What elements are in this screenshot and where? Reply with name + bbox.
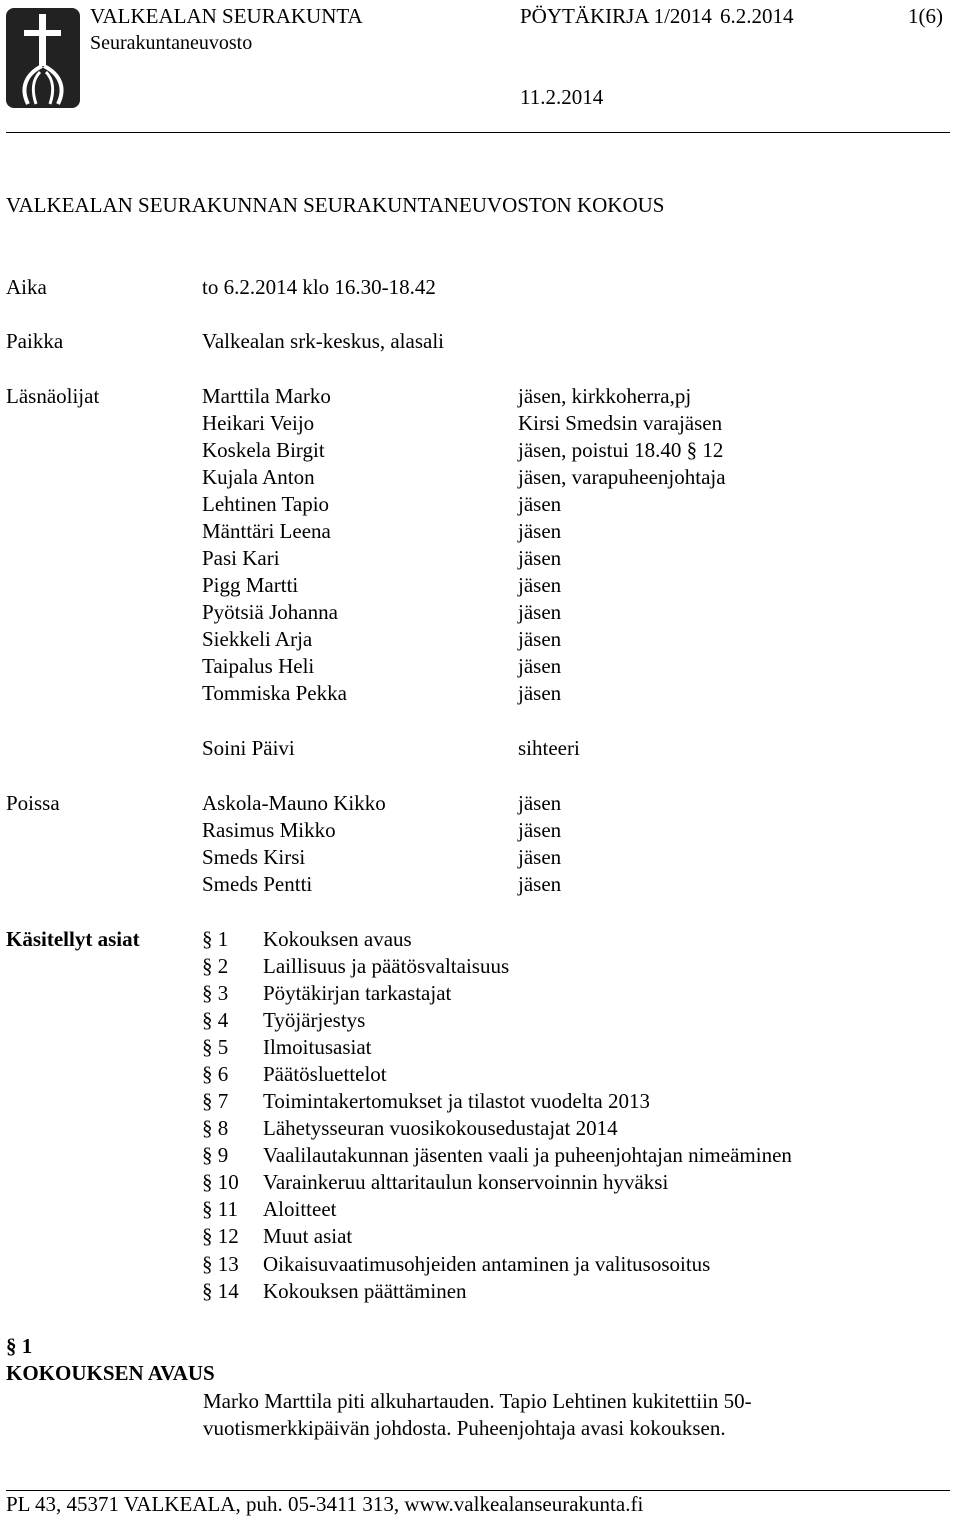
header-divider bbox=[6, 132, 950, 133]
agenda-title: Oikaisuvaatimusohjeiden antaminen ja valitusosoitus bbox=[263, 1252, 711, 1276]
header-doc-date: 6.2.2014 bbox=[720, 4, 794, 28]
member-role: jäsen bbox=[518, 573, 562, 597]
footer-address: PL 43, 45371 VALKEALA, puh. 05-3411 313, www.valkealanseurakunta.fi bbox=[6, 1492, 644, 1516]
member-role: jäsen bbox=[518, 492, 562, 516]
agenda-par: § 14 bbox=[202, 1279, 239, 1303]
member-role: jäsen bbox=[518, 546, 562, 570]
absent-role: jäsen bbox=[518, 818, 562, 842]
member-name: Kujala Anton bbox=[202, 465, 315, 489]
member-role: jäsen, poistui 18.40 § 12 bbox=[518, 438, 724, 462]
member-role: jäsen, kirkkoherra,pj bbox=[518, 384, 692, 408]
agenda-par: § 6 bbox=[202, 1062, 229, 1086]
lasnaolijat-label: Läsnäolijat bbox=[6, 384, 100, 408]
agenda-par: § 10 bbox=[202, 1170, 239, 1194]
absent-name: Smeds Kirsi bbox=[202, 845, 306, 869]
agenda-par: § 9 bbox=[202, 1143, 229, 1167]
member-name: Heikari Veijo bbox=[202, 411, 315, 435]
member-name: Taipalus Heli bbox=[202, 654, 315, 678]
agenda-par: § 8 bbox=[202, 1116, 229, 1140]
header-page: 1(6) bbox=[908, 4, 943, 28]
secretary-name: Soini Päivi bbox=[202, 736, 295, 760]
agenda-title: Kokouksen avaus bbox=[263, 927, 412, 951]
member-name: Pigg Martti bbox=[202, 573, 299, 597]
aika-label: Aika bbox=[6, 275, 47, 299]
agenda-title: Aloitteet bbox=[263, 1197, 337, 1221]
header-doc-type: PÖYTÄKIRJA 1/2014 bbox=[520, 4, 712, 28]
agenda-title: Lähetysseuran vuosikokousedustajat 2014 bbox=[263, 1116, 618, 1140]
section-heading: KOKOUKSEN AVAUS bbox=[6, 1361, 215, 1385]
section-text-line2: vuotismerkkipäivän johdosta. Puheenjohtaja avasi kokouksen. bbox=[203, 1416, 726, 1440]
agenda-title: Laillisuus ja päätösvaltaisuus bbox=[263, 954, 510, 978]
paikka-label: Paikka bbox=[6, 329, 64, 353]
header-org-unit: Seurakuntaneuvosto bbox=[90, 32, 253, 54]
agenda-par: § 12 bbox=[202, 1224, 239, 1248]
section-par: § 1 bbox=[6, 1334, 33, 1358]
member-role: jäsen bbox=[518, 627, 562, 651]
absent-name: Askola-Mauno Kikko bbox=[202, 791, 386, 815]
section-text-line1: Marko Marttila piti alkuhartauden. Tapio Lehtinen kukitettiin 50- bbox=[203, 1389, 752, 1413]
agenda-title: Pöytäkirjan tarkastajat bbox=[263, 981, 452, 1005]
member-name: Tommiska Pekka bbox=[202, 681, 347, 705]
absent-role: jäsen bbox=[518, 791, 562, 815]
absent-name: Rasimus Mikko bbox=[202, 818, 336, 842]
member-role: jäsen, varapuheenjohtaja bbox=[518, 465, 726, 489]
agenda-par: § 2 bbox=[202, 954, 229, 978]
member-role: jäsen bbox=[518, 681, 562, 705]
agenda-title: Muut asiat bbox=[263, 1224, 353, 1248]
agenda-par: § 1 bbox=[202, 927, 229, 951]
agenda-title: Työjärjestys bbox=[263, 1008, 366, 1032]
agenda-title: Kokouksen päättäminen bbox=[263, 1279, 467, 1303]
paikka-value: Valkealan srk-keskus, alasali bbox=[202, 329, 445, 353]
member-role: jäsen bbox=[518, 519, 562, 543]
agenda-title: Vaalilautakunnan jäsenten vaali ja puheenjohtajan nimeäminen bbox=[263, 1143, 792, 1167]
agenda-par: § 13 bbox=[202, 1252, 239, 1276]
agenda-title: Toimintakertomukset ja tilastot vuodelta 2013 bbox=[263, 1089, 650, 1113]
church-cross-logo bbox=[6, 8, 80, 108]
member-name: Lehtinen Tapio bbox=[202, 492, 330, 516]
agenda-par: § 4 bbox=[202, 1008, 229, 1032]
header-org: VALKEALAN SEURAKUNTA bbox=[90, 4, 363, 28]
member-name: Siekkeli Arja bbox=[202, 627, 313, 651]
agenda-par: § 5 bbox=[202, 1035, 229, 1059]
kasitellyt-label: Käsitellyt asiat bbox=[6, 927, 140, 951]
member-role: Kirsi Smedsin varajäsen bbox=[518, 411, 723, 435]
member-name: Pasi Kari bbox=[202, 546, 280, 570]
agenda-par: § 7 bbox=[202, 1089, 229, 1113]
agenda-par: § 11 bbox=[202, 1197, 238, 1221]
page-title: VALKEALAN SEURAKUNNAN SEURAKUNTANEUVOSTON KOKOUS bbox=[6, 193, 665, 217]
member-role: jäsen bbox=[518, 654, 562, 678]
member-name: Mänttäri Leena bbox=[202, 519, 331, 543]
agenda-title: Ilmoitusasiat bbox=[263, 1035, 372, 1059]
poissa-label: Poissa bbox=[6, 791, 60, 815]
member-name: Koskela Birgit bbox=[202, 438, 325, 462]
absent-role: jäsen bbox=[518, 845, 562, 869]
member-name: Marttila Marko bbox=[202, 384, 331, 408]
member-role: jäsen bbox=[518, 600, 562, 624]
header-date2: 11.2.2014 bbox=[520, 85, 604, 109]
absent-role: jäsen bbox=[518, 872, 562, 896]
aika-value: to 6.2.2014 klo 16.30-18.42 bbox=[202, 275, 436, 299]
member-name: Pyötsiä Johanna bbox=[202, 600, 338, 624]
agenda-par: § 3 bbox=[202, 981, 229, 1005]
absent-name: Smeds Pentti bbox=[202, 872, 313, 896]
secretary-role: sihteeri bbox=[518, 736, 580, 760]
agenda-title: Päätösluettelot bbox=[263, 1062, 387, 1086]
agenda-title: Varainkeruu alttaritaulun konservoinnin hyväksi bbox=[263, 1170, 669, 1194]
footer-divider bbox=[6, 1490, 950, 1491]
